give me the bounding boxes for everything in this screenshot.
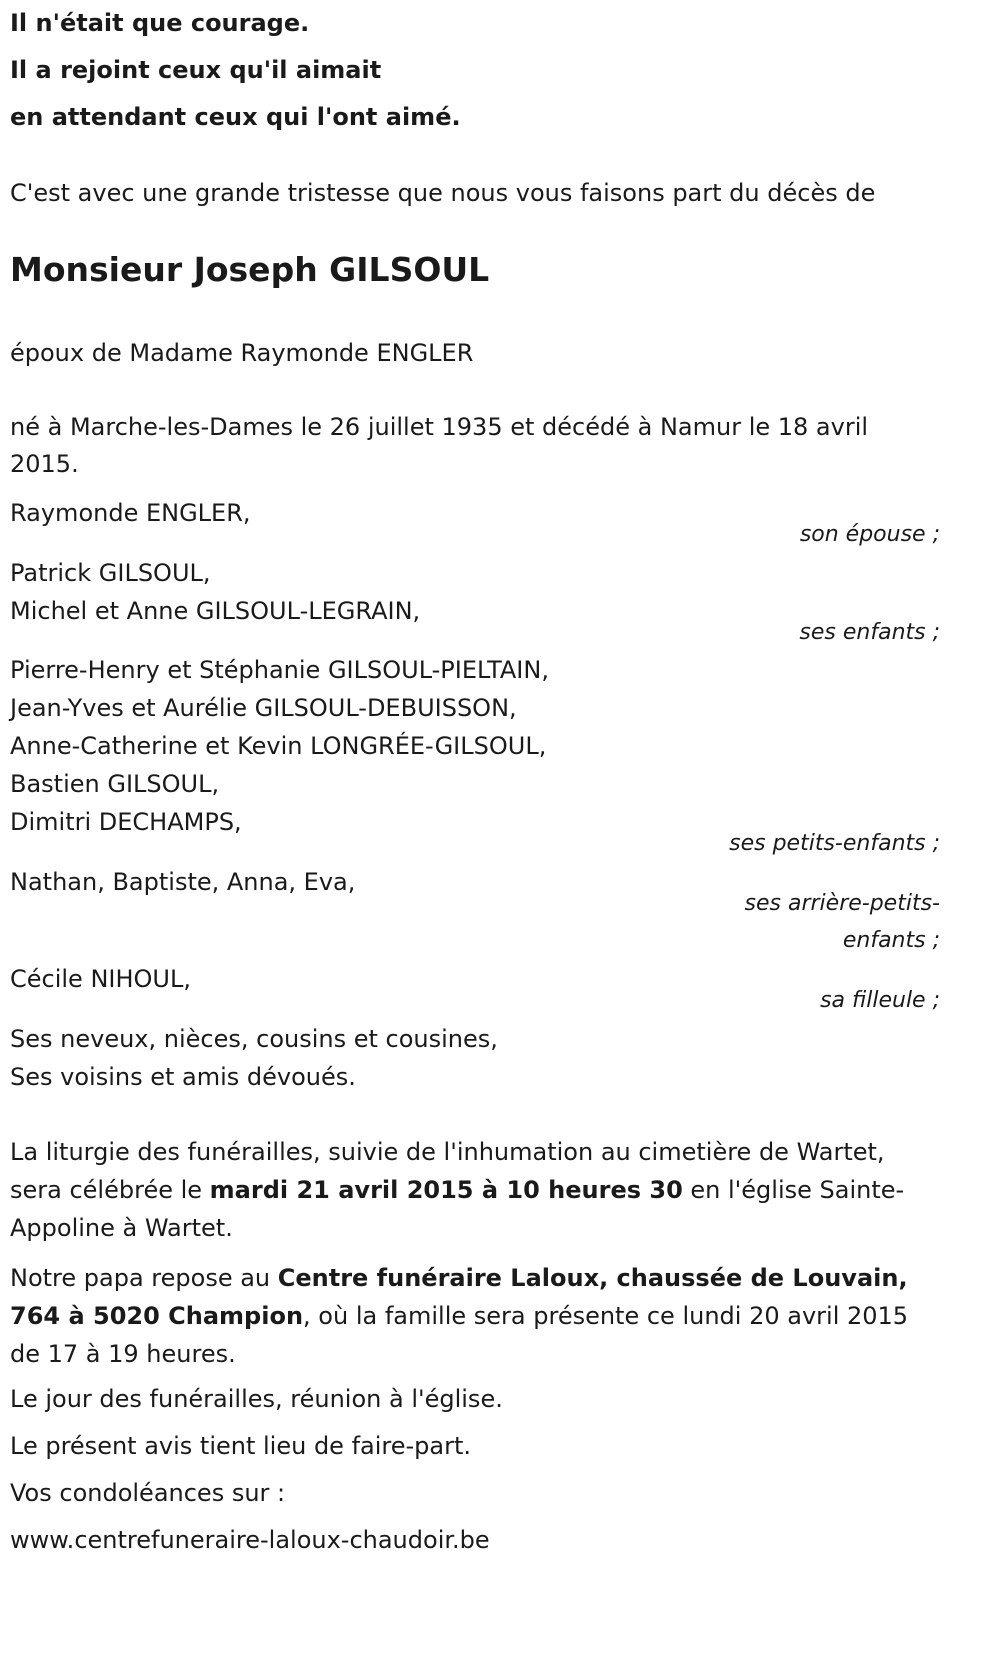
family-grandchild-name: Anne-Catherine et Kevin LONGRÉE-GILSOUL, <box>10 732 547 760</box>
family-child-name: Patrick GILSOUL, <box>10 559 211 587</box>
quote-line-1: Il n'était que courage. <box>10 9 310 37</box>
liturgy-place: en l'église Sainte-Appoline à Wartet. <box>10 1176 905 1242</box>
repose-location: Centre funéraire Laloux, chaussée de Louvain, 764 à 5020 Champion <box>10 1264 908 1330</box>
family-grandchildren-role: ses petits-enfants ; <box>729 831 940 856</box>
repose-text: Notre papa repose au <box>10 1264 278 1292</box>
repose-paragraph <box>10 1259 935 1373</box>
liturgy-date: mardi 21 avril 2015 à 10 heures 30 <box>209 1176 683 1204</box>
intro-text: C'est avec une grande tristesse que nous vous faisons part du décès de <box>10 179 876 207</box>
family-spouse-role: son épouse ; <box>799 522 940 547</box>
family-children-role: ses enfants ; <box>799 620 940 645</box>
family-others-line: Ses voisins et amis dévoués. <box>10 1063 356 1091</box>
liturgy-paragraph <box>10 1133 935 1247</box>
condolences-website-link[interactable]: www.centrefuneraire-laloux-chaudoir.be <box>10 1526 490 1554</box>
family-goddaughter-name: Cécile NIHOUL, <box>10 965 191 993</box>
quote-line-2: Il a rejoint ceux qu'il aimait <box>10 56 382 84</box>
family-others-line: Ses neveux, nièces, cousins et cousines, <box>10 1025 498 1053</box>
spouse-line: époux de Madame Raymonde ENGLER <box>10 339 474 367</box>
meeting-text: Le jour des funérailles, réunion à l'église. <box>10 1385 503 1413</box>
condolences-label: Vos condoléances sur : <box>10 1479 286 1507</box>
family-child-name: Michel et Anne GILSOUL-LEGRAIN, <box>10 597 421 625</box>
notice-text: Le présent avis tient lieu de faire-part. <box>10 1432 472 1460</box>
birth-death-text: né à Marche-les-Dames le 26 juillet 1935 et décédé à Namur le 18 avril 2015. <box>10 413 869 478</box>
family-great-grandchildren-role-line-1: ses arrière-petits- <box>744 891 940 916</box>
family-grandchild-name: Bastien GILSOUL, <box>10 770 220 798</box>
repose-details: , où la famille sera présente ce lundi 20 avril 2015 de 17 à 19 heures. <box>10 1302 909 1368</box>
quote-line-3: en attendant ceux qui l'ont aimé. <box>10 103 461 131</box>
family-great-grandchildren-role-line-2: enfants ; <box>842 928 940 953</box>
liturgy-text: La liturgie des funérailles, suivie de l'inhumation au cimetière de Wartet, sera célébrée le <box>10 1138 885 1204</box>
family-grandchild-name: Dimitri DECHAMPS, <box>10 808 242 836</box>
family-spouse-name: Raymonde ENGLER, <box>10 499 251 527</box>
family-great-grandchildren-names: Nathan, Baptiste, Anna, Eva, <box>10 868 356 896</box>
family-grandchild-name: Jean-Yves et Aurélie GILSOUL-DEBUISSON, <box>10 694 517 722</box>
family-goddaughter-role: sa filleule ; <box>820 988 940 1013</box>
deceased-name: Monsieur Joseph GILSOUL <box>10 250 490 289</box>
family-grandchild-name: Pierre-Henry et Stéphanie GILSOUL-PIELTAIN, <box>10 656 549 684</box>
